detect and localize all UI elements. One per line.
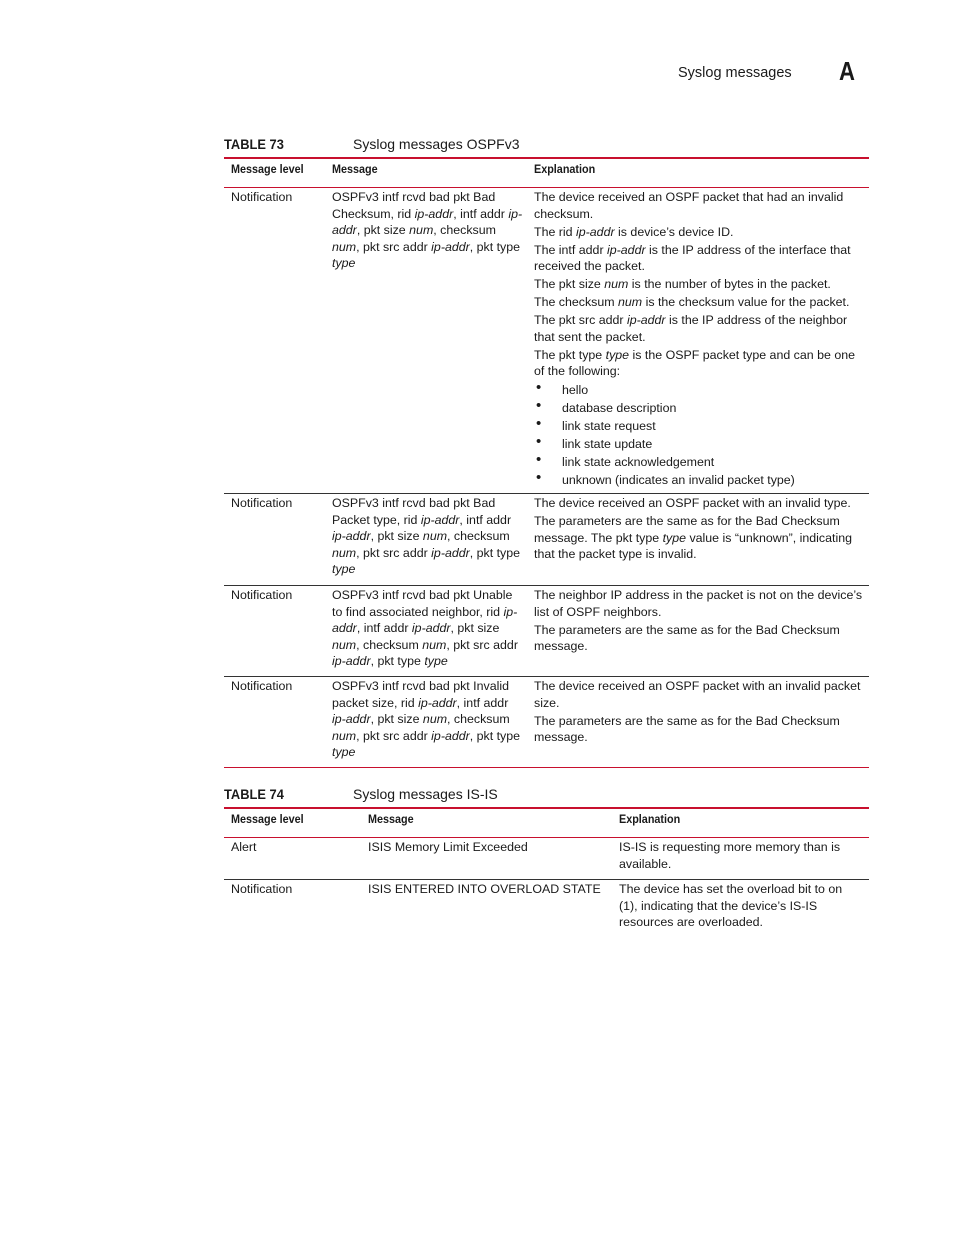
t74-r2-explanation: The device has set the overload bit to on (1), indicating that the device’s IS-IS resources are overloaded. — [619, 882, 843, 929]
t74-row-divider — [224, 879, 869, 880]
page-section-title: Syslog messages — [678, 65, 792, 81]
list-item: • link state acknowledgement — [534, 453, 864, 471]
t73-col-level: Message level — [231, 162, 304, 176]
table-73-title: Syslog messages OSPFv3 — [353, 136, 520, 152]
table-73-top-rule — [224, 157, 869, 159]
table-74-caption — [224, 786, 869, 806]
t74-r1-explanation: IS-IS is requesting more memory than is available. — [619, 840, 841, 871]
t73-r1-explanation — [534, 189, 864, 489]
table-73-bottom-rule — [224, 767, 869, 768]
ospf-packet-type-list — [534, 381, 864, 489]
t74-col-explanation: Explanation — [619, 812, 681, 826]
appendix-letter: A — [839, 56, 855, 86]
table-73-label: TABLE 73 — [224, 136, 284, 152]
t73-col-explanation: Explanation — [534, 162, 596, 176]
t73-r3-message: OSPFv3 intf rcvd bad pkt Unable to find associated neighbor, rid ip-addr, intf addr ip-addr, pkt size num, checksum num, pkt src addr ip-addr, pkt type type — [332, 588, 518, 668]
t73-r2-level: Notification — [231, 496, 293, 510]
table-74-label: TABLE 74 — [224, 786, 284, 802]
list-item: • hello — [534, 381, 864, 399]
t73-r1-level: Notification — [231, 190, 293, 204]
t73-r4-message: OSPFv3 intf rcvd bad pkt Invalid packet size, rid ip-addr, intf addr ip-addr, pkt size num, checksum num, pkt src addr ip-addr, pkt type type — [332, 679, 521, 759]
t73-row-divider — [224, 585, 869, 586]
t73-r4-explanation: The device received an OSPF packet with an invalid packet size. The parameters are the same as for the Bad Checksum message. — [534, 679, 861, 744]
t73-r4-level: Notification — [231, 679, 293, 693]
table-74-top-rule — [224, 807, 869, 809]
t73-r3-explanation: The neighbor IP address in the packet is not on the device’s list of OSPF neighbors. The parameters are the same as for the Bad Checksum message. — [534, 588, 863, 653]
t73-col-message: Message — [332, 162, 378, 176]
table-73-caption — [224, 136, 869, 156]
list-item: • link state request — [534, 417, 864, 435]
t73-row-divider — [224, 493, 869, 494]
t73-header-rule — [224, 187, 869, 188]
t74-col-level: Message level — [231, 812, 304, 826]
list-item: • link state update — [534, 435, 864, 453]
t73-r3-level: Notification — [231, 588, 293, 602]
t74-r2-level: Notification — [231, 882, 293, 896]
t73-r1-explanation-text: The device received an OSPF packet that had an invalid checksum. The rid ip-addr is device’s device ID. The intf addr ip-addr is the IP address of the interface that received the packet. The pkt size num is the number of bytes in the packet. The checksum num is the checksum value for the packet. The pkt src addr ip-addr is the IP address of the neighbor that sent the packet. The pkt type type is the OSPF packet type and can be one of the following: — [534, 190, 855, 378]
table-74-title: Syslog messages IS-IS — [353, 786, 498, 802]
list-item: • unknown (indicates an invalid packet type) — [534, 471, 864, 489]
t74-r2-message: ISIS ENTERED INTO OVERLOAD STATE — [368, 882, 601, 896]
t73-r1-message: OSPFv3 intf rcvd bad pkt Bad Checksum, rid ip-addr, intf addr ip-addr, pkt size num, checksum num, pkt src addr ip-addr, pkt type type — [332, 190, 523, 270]
t74-col-message: Message — [368, 812, 414, 826]
t73-row-divider — [224, 676, 869, 677]
t74-r1-message: ISIS Memory Limit Exceeded — [368, 840, 528, 854]
list-item: • database description — [534, 399, 864, 417]
t74-header-rule — [224, 837, 869, 838]
t73-r2-explanation: The device received an OSPF packet with an invalid type. The parameters are the same as for the Bad Checksum message. The pkt type type value is “unknown”, indicating that the packet type is invalid. — [534, 496, 852, 561]
t74-r1-level: Alert — [231, 840, 257, 854]
t73-r2-message: OSPFv3 intf rcvd bad pkt Bad Packet type, rid ip-addr, intf addr ip-addr, pkt size num, checksum num, pkt src addr ip-addr, pkt type type — [332, 496, 521, 576]
